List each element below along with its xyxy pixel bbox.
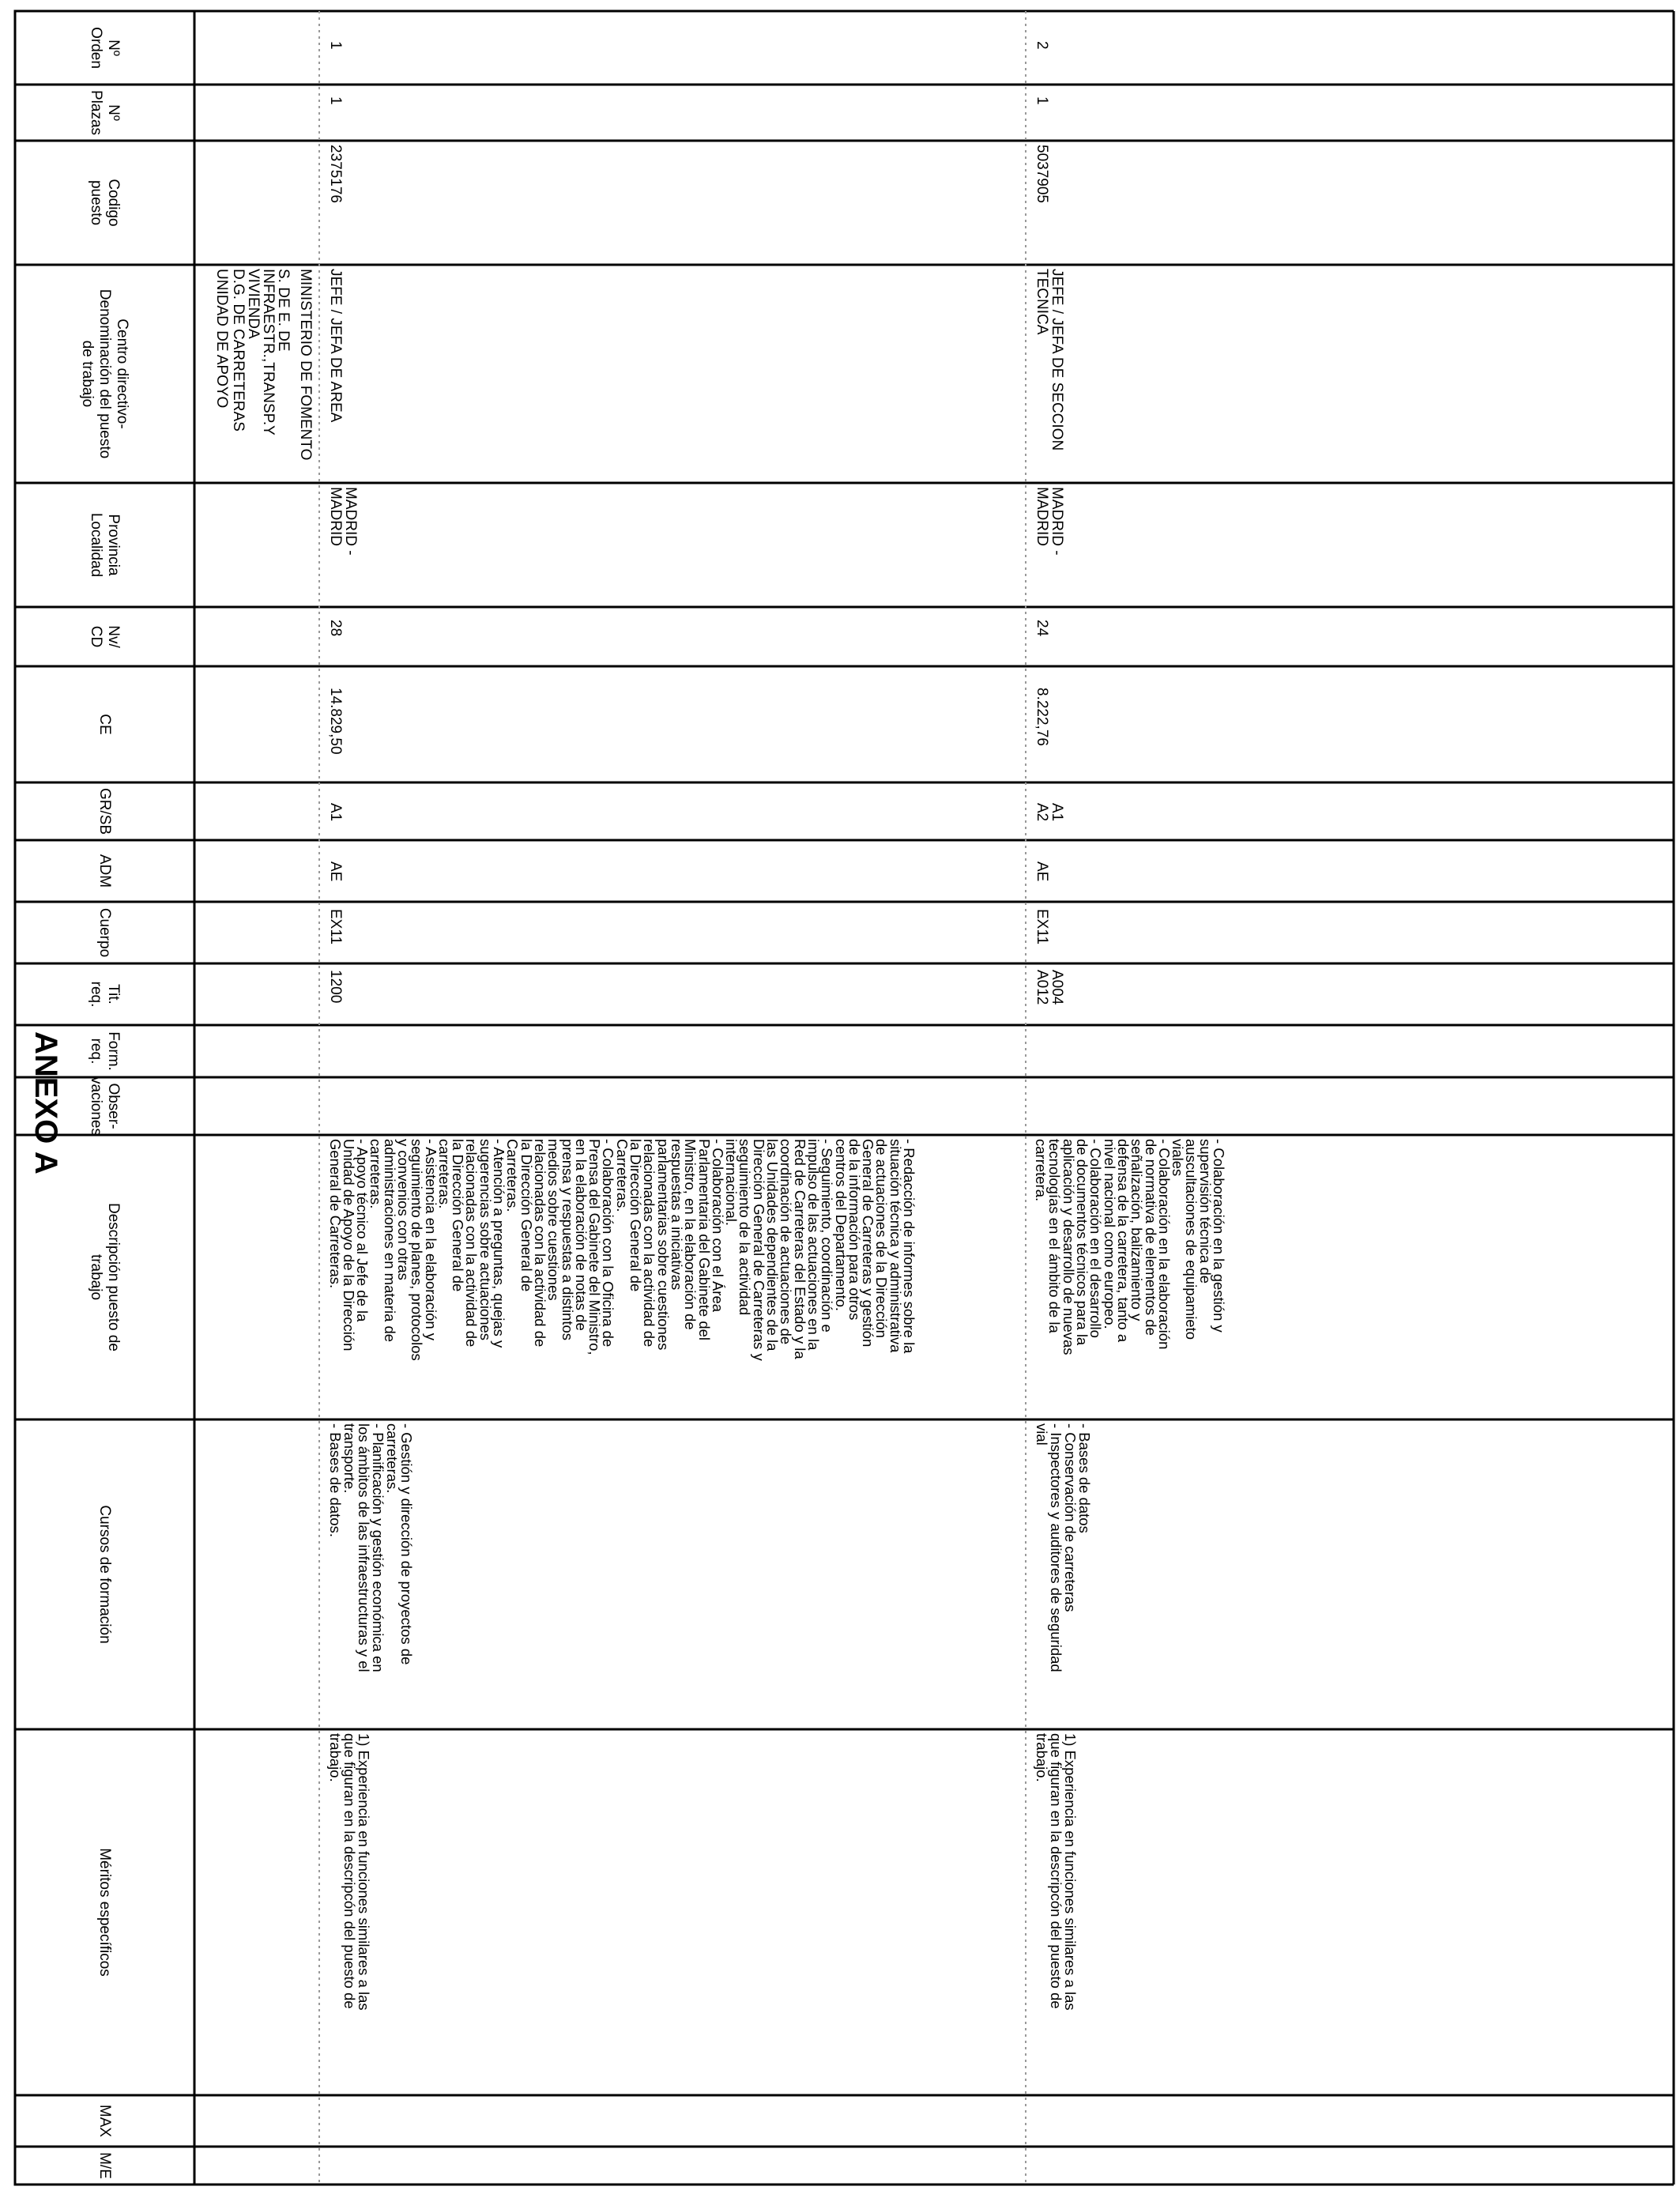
header-tit: Tit. req. (88, 981, 122, 1008)
header-plazas: Nº Plazas (88, 89, 122, 136)
header-adm: ADM (96, 854, 114, 888)
header-provincia: Provincia Localidad (88, 512, 122, 578)
cell-tit: 1200 (327, 970, 344, 1004)
cell-adm: AE (327, 861, 344, 882)
header-orden: Nº Orden (88, 27, 122, 69)
cell-descripcion: - Colaboración en la gestión y supervisión técnica de auscultaciones de equipamieto viales - Colaboración en la elaboración de normativa de elementos de señalización, balizamiento y defensa de la carretera, tanto a nivel nacional como europeo. - Colaboración en el desarrollo de documentos técnicos para la aplicación y desarrollo de nuevas tecnologías en el ámbito de la carretera. (1033, 1139, 1227, 1355)
cell-denominacion: JEFE / JEFA DE SECCION TECNICA (1034, 269, 1065, 451)
group-unidad: UNIDAD DE APOYO (213, 269, 230, 409)
cell-cuerpo: EX11 (1034, 909, 1050, 945)
header-grsb: GR/SB (96, 787, 114, 835)
cell-provincia: MADRID - MADRID (327, 487, 359, 556)
cell-descripcion: - Redacción de informes sobre la situación técnica y administrativa de actuaciones de la Dirección General de Carreteras y gestión de la información para otros centros del Departamento. - Seguimiento, coordinación e impulso de las actuaciones en la Red de Carreteras del Estado y la coordinación de actuaciones de las Unidades dependientes de la Dirección General de Carreteras y seguimiento de la actividad internacional. - Colaboración con el Área Parlamentaria del Gabinete del Ministro, en la elaboración de respuestas a iniciativas parlamentarias sobre cuestiones relacionadas con la actividad de la Dirección General de Carreteras. - Colaboración con la Oficina de Prensa del Gabinete del Ministro, en la elaboración de notas de prensa y respuestas a distintos medios sobre cuestiones relacionadas con la actividad de la Dirección General de Carreteras. - Atención a preguntas, quejas y sugerencias sobre actuaciones relacionadas con la actividad de la Dirección General de carreteras. - Asistencia en la elaboración y seguimiento de planes, protocolos y convenios con otras administraciones en materia de carreteras. - Apoyo técnico al Jefe de la Unidad de Apoyo de la Dirección General de Carreteras. (326, 1139, 917, 1361)
cell-meritos: 1) Experiencia en funciones similares a las que figuran en la descripcón del puesto de trabajo. (1034, 1733, 1079, 2011)
cell-codigo: 2375176 (327, 145, 344, 203)
cell-nivel: 24 (1034, 620, 1050, 637)
cell-meritos: 1) Experiencia en funciones similares a las que figuran en la descripcón del puesto de trabajo. (327, 1733, 372, 2011)
header-descripcion: Descripción puesto de trabajo (88, 1203, 122, 1351)
group-ministerio: MINISTERIO DE FOMENTO (297, 269, 314, 461)
header-meritos: Méritos específicos (96, 1848, 114, 1977)
cell-orden: 1 (327, 41, 344, 50)
header-codigo: Codigo puesto (88, 179, 122, 227)
cell-denominacion: JEFE / JEFA DE AREA (327, 269, 344, 423)
cell-cursos: - Gestión y dirección de proyectos de carreteras. - Planificación y gestión económica en los ámbitos de las infraestructuras y el transporte. - Bases de datos. (327, 1423, 415, 1672)
cell-grsb: A1 A2 (1034, 803, 1065, 822)
cell-adm: AE (1034, 861, 1050, 882)
cell-tit: A004 A012 (1034, 970, 1065, 1005)
group-secretaria: S. DE E. DE INFRAESTR.,TRANSP.Y VIVIENDA D.G. DE CARRETERAS (230, 269, 292, 435)
cell-provincia: MADRID - MADRID (1034, 487, 1065, 556)
cell-grsb: A1 (327, 803, 344, 822)
cell-cuerpo: EX11 (327, 909, 344, 945)
cell-codigo: 5037905 (1034, 145, 1050, 203)
header-max: MAX (96, 2104, 114, 2138)
cell-plazas: 1 (1034, 96, 1050, 105)
header-centro: Centro directivo- Denominación del puesto de trabajo (79, 288, 131, 459)
header-form: Form. req. (88, 1031, 122, 1071)
cell-ce: 8.222,76 (1034, 688, 1050, 746)
header-nivel: Nv/ CD (88, 625, 122, 648)
header-ce: CE (96, 714, 114, 735)
cell-nivel: 28 (327, 620, 344, 637)
cell-ce: 14.829,50 (327, 688, 344, 755)
cell-orden: 2 (1034, 41, 1050, 50)
cell-cursos: - Bases de datos - Conservación de carreteras - Inspectores y auditores de seguridad vial (1034, 1423, 1093, 1672)
header-cursos: Cursos de formación (96, 1505, 114, 1644)
header-obs: Obser- vaciones (88, 1076, 122, 1136)
header-me: M/E (96, 2152, 114, 2179)
header-cuerpo: Cuerpo (96, 907, 114, 958)
cell-plazas: 1 (327, 96, 344, 105)
page-title: ANEXO A (28, 1031, 63, 1174)
